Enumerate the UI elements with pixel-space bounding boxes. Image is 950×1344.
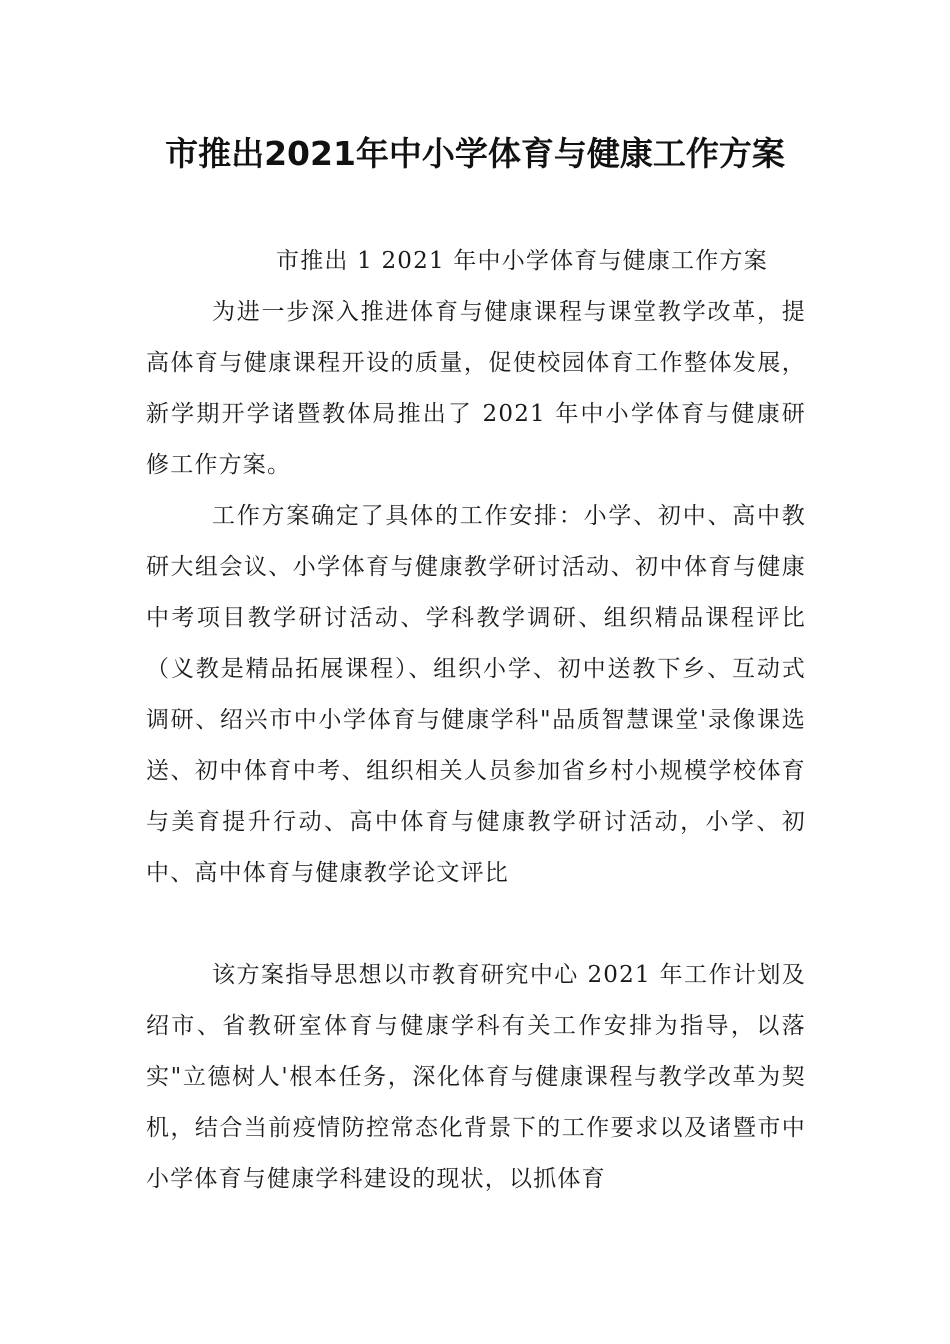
paragraph: 该方案指导思想以市教育研究中心 2021 年工作计划及绍市、省教研室体育与健康学科有关工作安排为指导，以落实"立德树人'根本任务，深化体育与健康课程与教学改革为契机，结合当前疫情防控常态化背景下的工作要求以及诸暨市中小学体育与健康学科建设的现状，以抓体育 (146, 962, 806, 1192)
paragraph-gap (146, 899, 806, 950)
paragraph: 为进一步深入推进体育与健康课程与课堂教学改革，提高体育与健康课程开设的质量，促使校园体育工作整体发展，新学期开学诸暨教体局推出了 2021 年中小学体育与健康研修工作方案。 (146, 299, 806, 478)
document-body (146, 236, 806, 1205)
document-title: 市推出2021年中小学体育与健康工作方案 (165, 134, 785, 173)
document-subtitle: 市推出 1 2021 年中小学体育与健康工作方案 (276, 248, 768, 274)
paragraph: 工作方案确定了具体的工作安排：小学、初中、高中教研大组会议、小学体育与健康教学研讨活动、初中体育与健康中考项目教学研讨活动、学科教学调研、组织精品课程评比（义教是精品拓展课程）、组织小学、初中送教下乡、互动式调研、绍兴市中小学体育与健康学科"品质智慧课堂'录像课选送、初中体育中考、组织相关人员参加省乡村小规模学校体育与美育提升行动、高中体育与健康教学研讨活动，小学、初中、高中体育与健康教学论文评比 (146, 503, 806, 886)
